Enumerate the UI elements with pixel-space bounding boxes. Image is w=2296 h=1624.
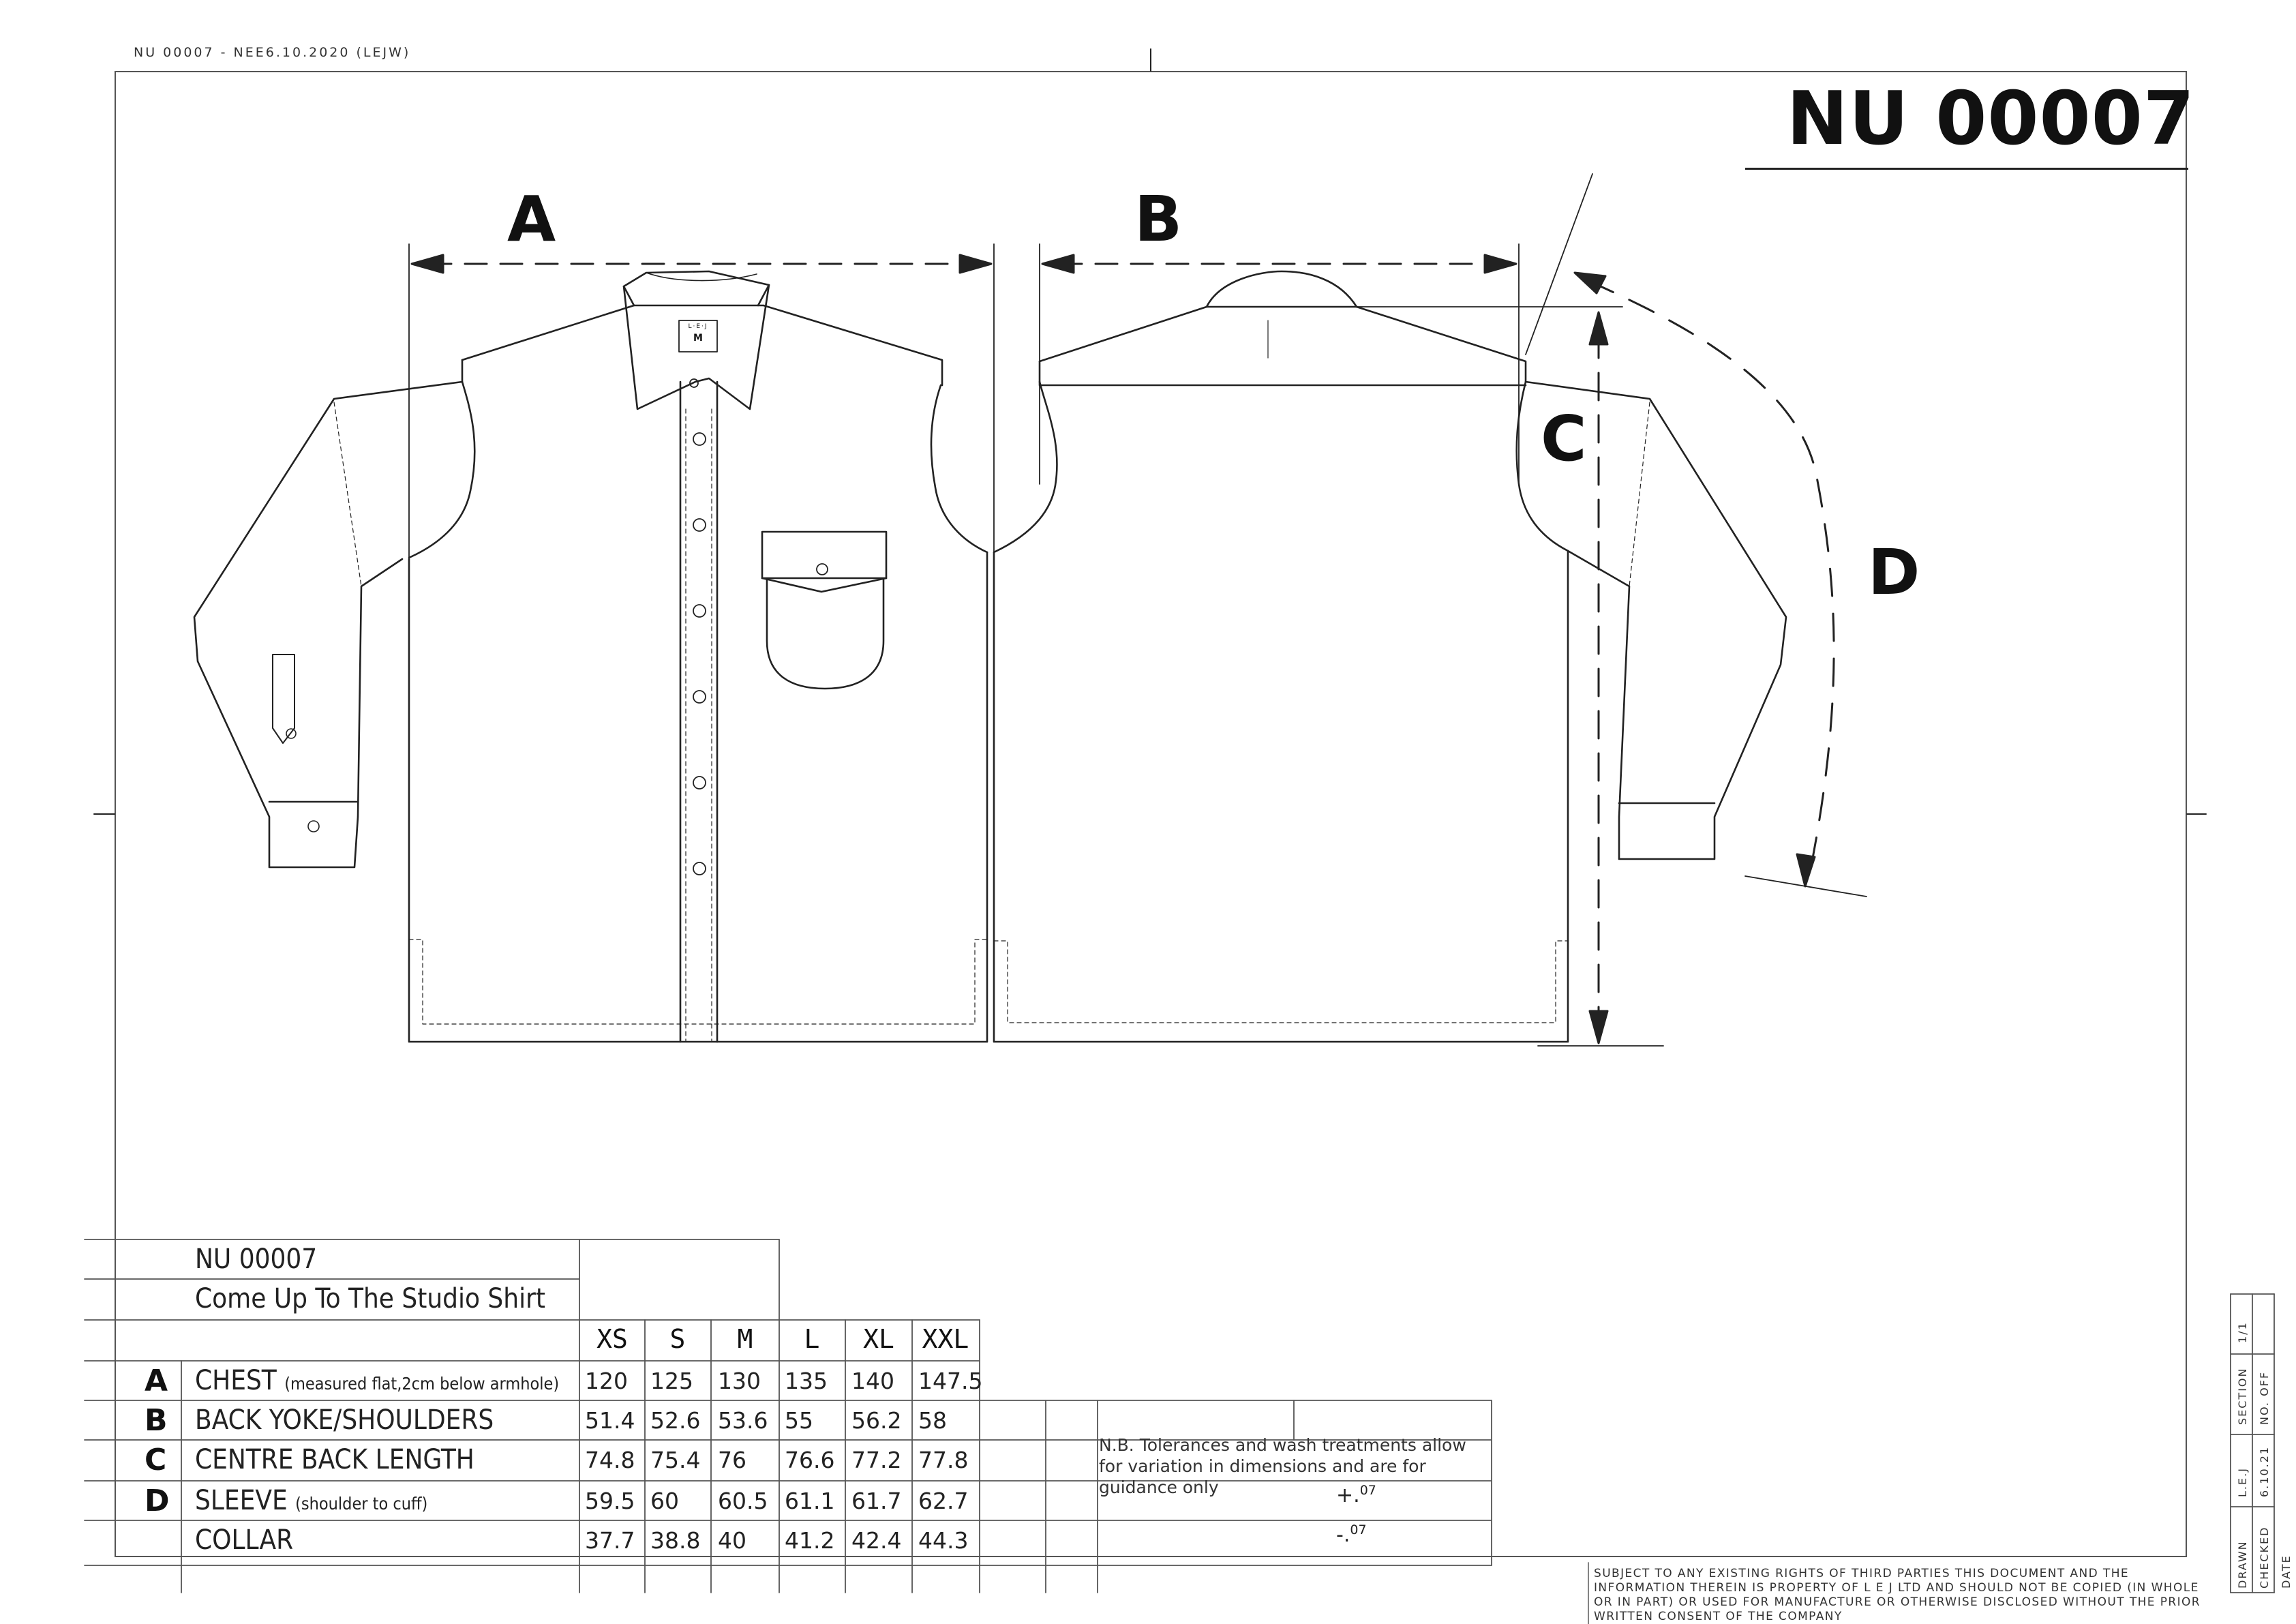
- table-cell: 76.6: [785, 1447, 835, 1473]
- table-cell: 37.7: [585, 1527, 635, 1554]
- table-cell: 62.7: [918, 1488, 969, 1514]
- front-shoulder-line: [462, 305, 942, 385]
- row-measurement: [195, 1404, 494, 1436]
- table-cell: 59.5: [585, 1488, 635, 1514]
- table-cell: 120: [585, 1368, 628, 1394]
- row-measurement-name: COLLAR: [195, 1524, 294, 1556]
- dimension-label-a: A: [507, 183, 556, 256]
- row-measurement-name: SLEEVE: [195, 1485, 288, 1516]
- label-tag-brand: L·E·J: [688, 323, 708, 330]
- size-header-2: M: [737, 1324, 753, 1354]
- checked-value: 6.10.21: [2258, 1445, 2271, 1497]
- label-tag-size: M: [693, 333, 703, 344]
- shirt-back-view: [994, 271, 1786, 1042]
- row-letter: A: [145, 1364, 168, 1398]
- table-cell: 53.6: [718, 1407, 768, 1434]
- tolerance-plus: [1336, 1483, 1376, 1507]
- tolerance-note: N.B. Tolerances and wash treatments allow for variation in dimensions and are for guidance only: [1099, 1435, 1466, 1497]
- front-sleeve: [194, 382, 462, 867]
- table-style-code: NU 00007: [195, 1244, 318, 1275]
- row-measurement-name: CHEST: [195, 1365, 277, 1396]
- row-letter: B: [145, 1403, 168, 1438]
- table-cell: 77.2: [851, 1447, 902, 1473]
- front-left-armhole: [409, 382, 474, 558]
- table-cell: 130: [718, 1368, 761, 1394]
- table-cell: 135: [785, 1368, 828, 1394]
- tolerance-plus-sign: +.: [1336, 1484, 1360, 1507]
- table-cell: 74.8: [585, 1447, 635, 1473]
- size-header-5: XXL: [922, 1324, 969, 1354]
- sleeve-placket: [273, 655, 294, 743]
- size-header-0: XS: [596, 1324, 628, 1354]
- table-cell: 60.5: [718, 1488, 768, 1514]
- row-measurement-name: CENTRE BACK LENGTH: [195, 1444, 474, 1475]
- table-cell: 40: [718, 1527, 746, 1554]
- front-buttons: [690, 379, 706, 875]
- tolerance-minus-value: 07: [1350, 1522, 1367, 1537]
- table-cell: 42.4: [851, 1527, 902, 1554]
- back-yoke: [1040, 307, 1526, 382]
- shirt-front-view: [194, 271, 987, 1042]
- front-right-armhole: [931, 385, 987, 552]
- table-cell: 41.2: [785, 1527, 835, 1554]
- table-cell: 51.4: [585, 1407, 635, 1434]
- table-cell: 147.5: [918, 1368, 983, 1394]
- pocket-flap: [762, 532, 886, 578]
- drawn-label: DRAWN: [2236, 1540, 2249, 1589]
- section-label: SECTION: [2236, 1367, 2249, 1425]
- table-cell: 61.1: [785, 1488, 835, 1514]
- row-measurement-note: (shoulder to cuff): [295, 1494, 428, 1514]
- table-cell: 140: [851, 1368, 894, 1394]
- table-cell: 75.4: [650, 1447, 701, 1473]
- table-cell: 38.8: [650, 1527, 701, 1554]
- header-note: NU 00007 - NEE6.10.2020 (LEJW): [134, 45, 411, 60]
- row-measurement: [195, 1485, 427, 1516]
- row-measurement-name: BACK YOKE/SHOULDERS: [195, 1404, 494, 1436]
- dimension-lines: [409, 174, 1867, 1046]
- no-off-label: NO. OFF: [2258, 1370, 2271, 1425]
- row-letter: C: [145, 1443, 167, 1477]
- table-cell: 77.8: [918, 1447, 969, 1473]
- table-cell: 58: [918, 1407, 947, 1434]
- row-measurement: [195, 1444, 474, 1475]
- tolerance-plus-value: 07: [1359, 1483, 1376, 1498]
- front-body-outline: [409, 552, 987, 1042]
- size-header-4: XL: [863, 1324, 894, 1354]
- back-body-outline: [994, 551, 1568, 1042]
- dimension-label-b: B: [1134, 183, 1183, 256]
- row-measurement-note: (measured flat,2cm below armhole): [284, 1374, 560, 1394]
- table-cell: 125: [650, 1368, 693, 1394]
- row-measurement: [195, 1524, 293, 1556]
- dimension-label-c: C: [1541, 402, 1587, 475]
- date-label: DATE: [2280, 1554, 2293, 1589]
- disclaimer-text: SUBJECT TO ANY EXISTING RIGHTS OF THIRD PARTIES THIS DOCUMENT AND THE INFORMATION THEREIN IS PROPERTY OF L E J LTD AND SHOULD NOT BE COPIED (IN WHOLE OR IN PART) OR USED FOR MANUFACTURE OR OTHERWISE DISCLOSED WITHOUT THE PRIOR WRITTEN CONSENT OF THE COMPANY: [1594, 1567, 2201, 1623]
- size-header-3: L: [804, 1324, 820, 1354]
- table-style-name: Come Up To The Studio Shirt: [195, 1283, 545, 1314]
- chest-pocket: [767, 580, 883, 689]
- back-collar: [1207, 271, 1357, 307]
- row-letter: D: [145, 1484, 170, 1518]
- dimension-label-d: D: [1868, 536, 1920, 609]
- tolerance-minus: [1336, 1522, 1367, 1547]
- back-left-armhole: [994, 382, 1057, 552]
- table-cell: 55: [785, 1407, 813, 1434]
- table-cell: 44.3: [918, 1527, 969, 1554]
- row-measurement: [195, 1365, 559, 1396]
- table-cell: 56.2: [851, 1407, 902, 1434]
- front-collar-points: [624, 285, 769, 409]
- drawn-value: L.E.J: [2236, 1467, 2249, 1497]
- dimension-line-d: [1588, 281, 1834, 873]
- table-cell: 52.6: [650, 1407, 701, 1434]
- size-header-1: S: [669, 1324, 686, 1354]
- checked-label: CHECKED: [2258, 1526, 2271, 1589]
- table-cell: 60: [650, 1488, 679, 1514]
- table-cell: 61.7: [851, 1488, 902, 1514]
- section-value: 1/1: [2236, 1321, 2249, 1343]
- tolerance-minus-sign: -.: [1336, 1523, 1350, 1547]
- table-cell: 76: [718, 1447, 746, 1473]
- style-code-title: NU 00007: [1786, 76, 2195, 162]
